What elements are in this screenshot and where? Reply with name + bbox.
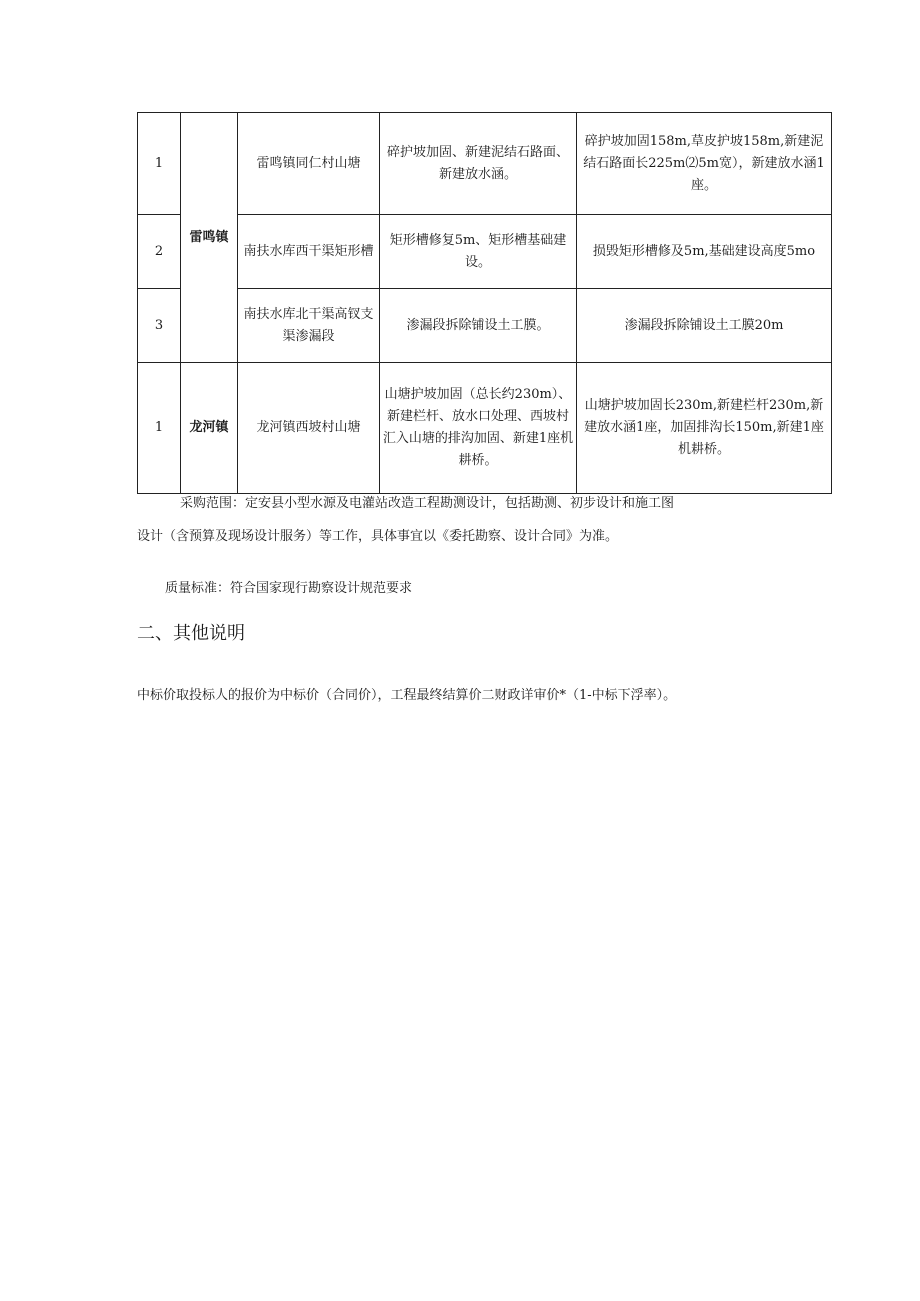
project-content: 渗漏段拆除铺设土工膜。 [380, 289, 577, 363]
procurement-scope-line1: 采购范围：定安县小型水源及电灌站改造工程勘测设计，包括勘测、初步设计和施工图 [180, 496, 675, 511]
row-number: 1 [138, 363, 181, 494]
project-content: 碎护坡加固、新建泥结石路面、新建放水涵。 [380, 113, 577, 215]
town-name-longhe: 龙河镇 [181, 363, 238, 494]
project-content: 山塘护坡加固（总长约230m）、新建栏杆、放水口处理、西坡村汇入山塘的排沟加固、新建1座机耕桥。 [380, 363, 577, 494]
bid-price-note: 中标价取投标人的报价为中标价（合同价），工程最终结算价二财政详审价*（1-中标下浮率）。 [137, 688, 677, 703]
project-content: 矩形槽修复5m、矩形槽基础建设。 [380, 215, 577, 289]
row-number: 1 [138, 113, 181, 215]
table-row [138, 113, 832, 215]
section-heading: 二、其他说明 [137, 623, 245, 644]
project-scale: 碎护坡加固158m,草皮护坡158m,新建泥结石路面长225m⑵5m宽），新建放水涵1座。 [577, 113, 832, 215]
project-scale: 山塘护坡加固长230m,新建栏杆230m,新建放水涵1座，加固排沟长150m,新建1座机耕桥。 [577, 363, 832, 494]
project-name: 龙河镇西坡村山塘 [238, 363, 380, 494]
project-table [137, 112, 832, 494]
quality-standard: 质量标准：符合国家现行勘察设计规范要求 [165, 581, 413, 596]
project-name: 南扶水库北干渠高钗支渠渗漏段 [238, 289, 380, 363]
project-scale: 损毁矩形槽修及5m,基础建设高度5mo [577, 215, 832, 289]
town-name-leiming: 雷鸣镇 [181, 113, 238, 363]
project-name: 南扶水库西干渠矩形槽 [238, 215, 380, 289]
procurement-scope-line2: 设计（含预算及现场设计服务）等工作，具体事宜以《委托勘察、设计合同》为准。 [137, 529, 619, 544]
table-row [138, 215, 832, 289]
row-number: 2 [138, 215, 181, 289]
row-number: 3 [138, 289, 181, 363]
project-scale: 渗漏段拆除铺设土工膜20m [577, 289, 832, 363]
table-row [138, 363, 832, 494]
project-name: 雷鸣镇同仁村山塘 [238, 113, 380, 215]
table-row [138, 289, 832, 363]
